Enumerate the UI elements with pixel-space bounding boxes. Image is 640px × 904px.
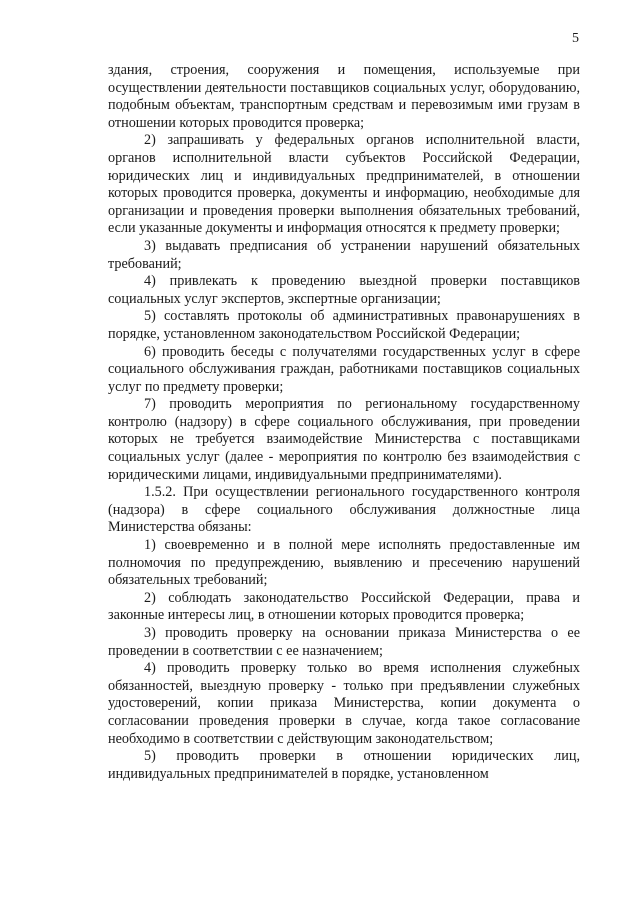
paragraph: 3) проводить проверку на основании приказа Министерства о ее проведении в соответствии с ее назначением; [108,625,580,659]
document-body [108,62,580,783]
paragraph: 4) привлекать к проведению выездной проверки поставщиков социальных услуг экспертов, экспертные организации; [108,273,580,307]
paragraph: 2) соблюдать законодательство Российской Федерации, права и законные интересы лиц, в отношении которых проводится проверка; [108,589,580,624]
paragraph: 1.5.2. При осуществлении регионального государственного контроля (надзора) в сфере социального обслуживания должностные лица Министерства обязаны: [108,484,580,536]
paragraph: 5) проводить проверки в отношении юридических лиц, индивидуальных предпринимателей в порядке, установленном [108,748,580,782]
paragraph: 3) выдавать предписания об устранении нарушений обязательных требований; [108,237,580,272]
paragraph: здания, строения, сооружения и помещения, используемые при осуществлении деятельности поставщиков социальных услуг, оборудованию, подобным объектам, транспортным средствам и перевозимым ими грузам в отношении которых проводится проверка; [108,62,580,131]
paragraph: 1) своевременно и в полной мере исполнять предоставленные им полномочия по предупреждению, выявлению и пресечению нарушений обязательных требований; [108,537,580,589]
paragraph: 5) составлять протоколы об административных правонарушениях в порядке, установленном законодательством Российской Федерации; [108,308,580,342]
paragraph: 7) проводить мероприятия по региональному государственному контролю (надзору) в сфере социального обслуживания, при проведении которых не требуется взаимодействие Министерства с поставщиками социальных услуг (далее - мероприятия по контролю без взаимодействия с юридическими лицами, индивидуальными предпринимателями). [108,396,580,483]
paragraph: 2) запрашивать у федеральных органов исполнительной власти, органов исполнительной власти субъектов Российской Федерации, юридических лиц и индивидуальных предпринимателей, в отношении которых проводится проверка, документы и информацию, необходимые для организации и проведения проверки выполнения обязательных требований, если указанные документы и информация относятся к предмету проверки; [108,132,580,237]
paragraph: 4) проводить проверку только во время исполнения служебных обязанностей, выездную проверку - только при предъявлении служебных удостоверений, копии приказа Министерства, копии документа о согласовании проведения проверки в случае, когда такое согласование необходимо в соответствии с действующим законодательством; [108,660,580,747]
page-number: 5 [572,31,579,46]
paragraph: 6) проводить беседы с получателями государственных услуг в сфере социального обслуживания граждан, работниками поставщиков социальных услуг по предмету проверки; [108,343,580,395]
